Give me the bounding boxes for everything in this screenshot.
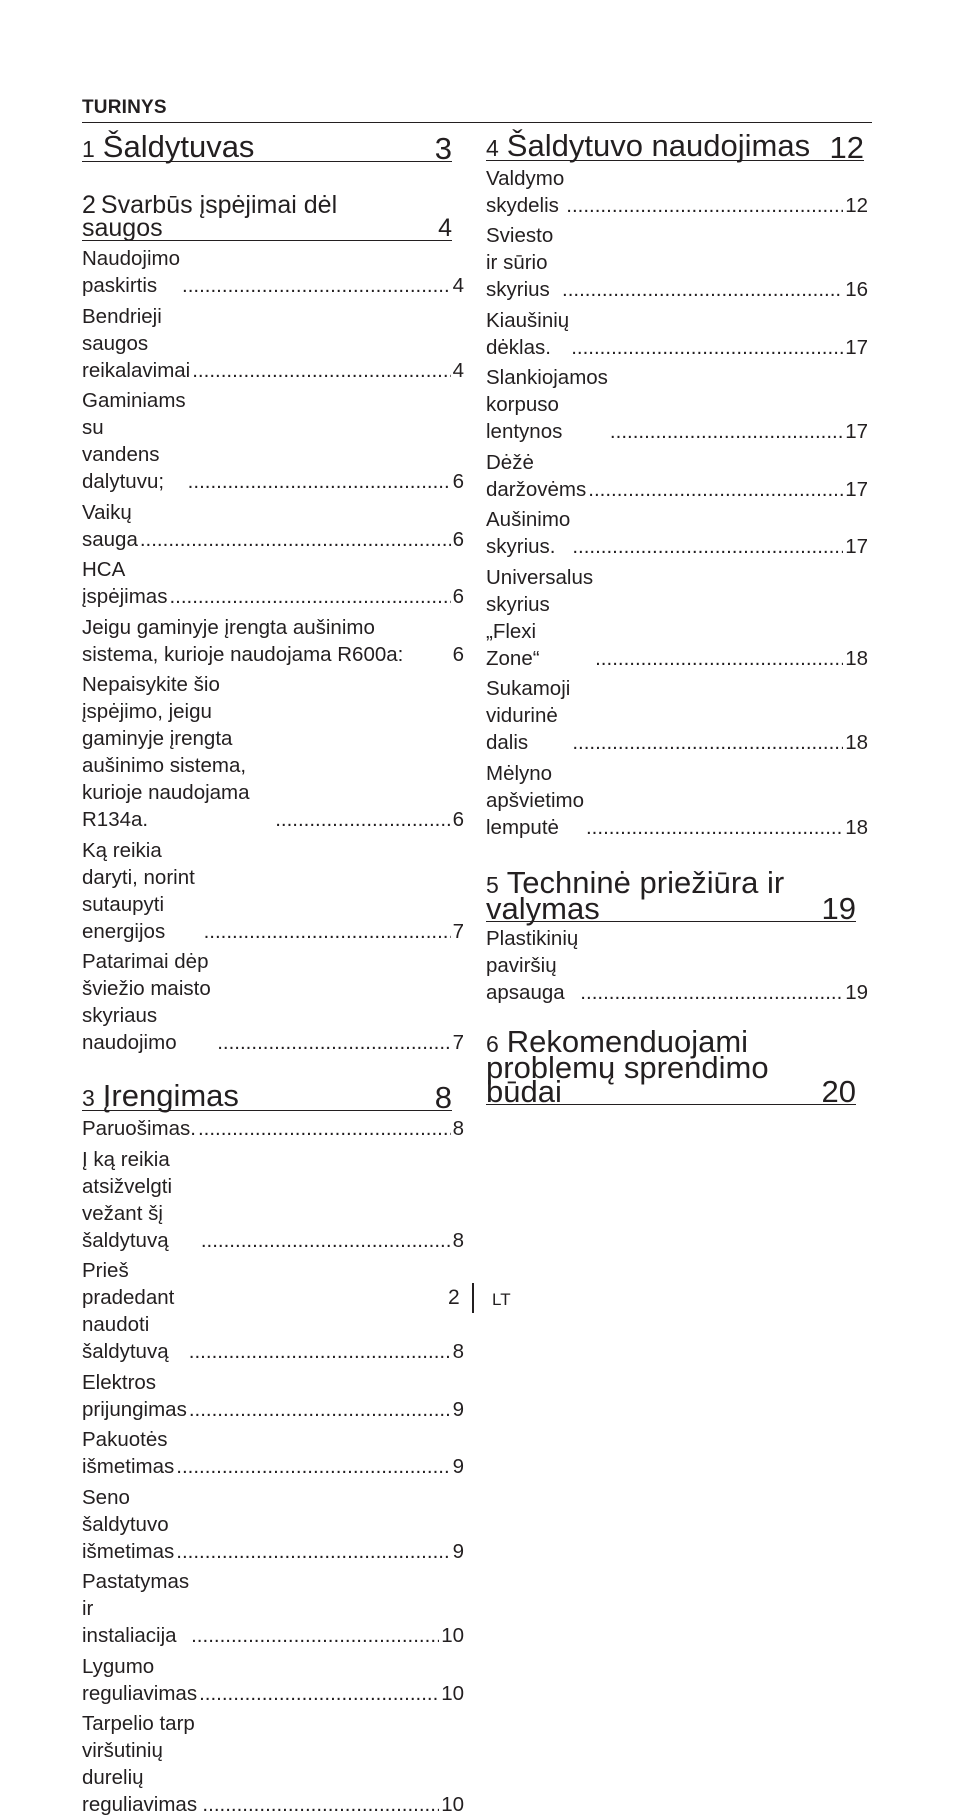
section-number: 1	[82, 136, 95, 162]
leader-dots	[189, 1396, 451, 1423]
section-2-heading[interactable]	[82, 191, 452, 242]
section-title: Techninė priežiūra ir valymas	[486, 864, 785, 926]
entry-text: Plastikinių paviršių apsauga	[486, 927, 579, 1004]
entry-page: 6	[452, 808, 464, 831]
leader-dots	[595, 645, 843, 672]
leader-dots	[588, 476, 843, 503]
section-number: 6	[486, 1031, 499, 1057]
entry-page: 17	[845, 420, 868, 443]
section-page: 4	[438, 214, 452, 242]
entry-text: Pastatymas ir instaliacija	[82, 1570, 190, 1647]
toc-entry[interactable]	[82, 1257, 464, 1365]
section-number: 2	[82, 191, 96, 219]
toc-entry[interactable]	[82, 1568, 464, 1649]
toc-entry[interactable]	[82, 1146, 464, 1254]
toc-entry[interactable]	[486, 222, 868, 303]
section-number: 4	[486, 135, 499, 161]
section-4-entries	[486, 165, 868, 841]
entry-page: 17	[845, 535, 868, 558]
toc-column-right	[486, 124, 868, 1109]
section-title: Įrengimas	[102, 1078, 239, 1113]
leader-dots	[572, 729, 843, 756]
entry-page: 6	[452, 470, 464, 493]
toc-entry[interactable]	[82, 671, 464, 833]
toc-entry[interactable]	[486, 564, 868, 672]
entry-page: 10	[441, 1793, 464, 1816]
footer-divider	[472, 1283, 474, 1313]
toc-entry[interactable]	[82, 1653, 464, 1707]
section-page: 12	[829, 130, 864, 165]
entry-text: Sviesto ir sūrio skyrius	[486, 224, 554, 301]
entry-page: 16	[845, 278, 868, 301]
section-page: 3	[434, 131, 452, 166]
leader-dots	[176, 1453, 450, 1480]
entry-text: Paruošimas.	[82, 1117, 196, 1140]
entry-page: 18	[845, 646, 868, 670]
top-rule	[82, 122, 872, 123]
toc-column-left	[82, 124, 464, 1818]
leader-dots	[275, 806, 450, 833]
toc-entry[interactable]	[82, 556, 464, 610]
language-code: LT	[492, 1290, 511, 1309]
entry-text: Į ką reikia atsižvelgti vežant šį šaldytuvą	[82, 1147, 173, 1252]
toc-entry[interactable]	[82, 1426, 464, 1480]
entry-page: 6	[452, 642, 464, 666]
toc-entry[interactable]	[486, 165, 868, 219]
entry-page: 9	[452, 1455, 464, 1478]
leader-dots	[217, 1029, 450, 1056]
section-3-heading[interactable]	[82, 1078, 452, 1115]
entry-page: 18	[845, 815, 868, 839]
entry-page: 9	[452, 1539, 464, 1563]
section-title: Šaldytuvas	[102, 129, 255, 164]
toc-entry[interactable]	[82, 614, 464, 668]
entry-text: Pakuotės išmetimas	[82, 1428, 175, 1478]
leader-dots	[202, 1791, 439, 1818]
entry-text: Elektros prijungimas	[82, 1370, 187, 1421]
leader-dots	[140, 526, 451, 553]
entry-page: 7	[452, 919, 464, 943]
entry-text: Prieš pradedant naudoti šaldytuvą	[82, 1259, 175, 1363]
section-1-heading[interactable]	[82, 129, 452, 166]
section-number: 5	[486, 871, 499, 898]
entry-page: 9	[452, 1397, 464, 1421]
toc-entry[interactable]	[486, 449, 868, 503]
entry-text: Bendrieji saugos reikalavimai	[82, 304, 191, 382]
toc-entry[interactable]	[82, 1710, 464, 1818]
entry-page: 8	[452, 1340, 464, 1363]
section-title: Rekomenduojami problemų sprendimo būdai	[486, 1024, 769, 1109]
entry-page: 18	[845, 731, 868, 754]
toc-entry[interactable]	[82, 303, 464, 384]
entry-text: Aušinimo skyrius.	[486, 508, 571, 558]
leader-dots	[580, 979, 843, 1006]
entry-text: Seno šaldytuvo išmetimas	[82, 1485, 175, 1563]
section-5-entries	[486, 925, 868, 1006]
leader-dots	[572, 533, 843, 560]
entry-text: Sukamoji vidurinė dalis	[486, 677, 571, 754]
leader-dots	[198, 1115, 451, 1142]
leader-dots	[566, 192, 843, 219]
entry-page: 6	[452, 585, 464, 608]
toc-entry[interactable]	[486, 675, 868, 756]
leader-dots	[182, 272, 451, 299]
entry-text: Slankiojamos korpuso lentynos	[486, 366, 608, 443]
section-page: 8	[434, 1080, 452, 1115]
entry-text: Kiaušinių dėklas.	[486, 308, 570, 359]
toc-entry[interactable]	[486, 364, 868, 445]
toc-entry[interactable]	[82, 1115, 464, 1142]
entry-page: 12	[845, 193, 868, 217]
entry-text: Mėlyno apšvietimo lemputė	[486, 761, 584, 839]
entry-text: Nepaisykite šio įspėjimo, jeigu gaminyje įrengta aušinimo sistema, kurioje naudojama R134a.	[82, 673, 250, 831]
entry-page: 17	[845, 335, 868, 359]
toc-entry[interactable]	[486, 307, 868, 361]
entry-page: 4	[452, 358, 464, 382]
entry-page: 6	[452, 527, 464, 551]
section-6-heading[interactable]	[486, 1024, 856, 1109]
section-4-heading[interactable]	[486, 128, 864, 165]
entry-page: 10	[441, 1624, 464, 1647]
toc-entry[interactable]	[82, 499, 464, 553]
leader-dots	[169, 583, 450, 610]
leader-dots	[189, 1338, 451, 1365]
entry-text: Valdymo skydelis	[486, 166, 565, 217]
toc-entry[interactable]	[82, 1369, 464, 1423]
page-number: 2	[448, 1286, 460, 1309]
leader-dots	[188, 468, 451, 495]
entry-text: Patarimai dėp šviežio maisto skyriaus naudojimo	[82, 950, 211, 1054]
toc-entry[interactable]	[82, 245, 464, 299]
entry-text: Naudojimo paskirtis	[82, 247, 180, 297]
section-title: Svarbūs įspėjimai dėl saugos	[82, 191, 338, 242]
section-title: Šaldytuvo naudojimas	[506, 128, 811, 163]
entry-text: Vaikų sauga	[82, 500, 138, 551]
leader-dots	[562, 276, 843, 303]
toc-entry[interactable]	[486, 925, 868, 1006]
leader-dots	[192, 357, 450, 384]
entry-text: Tarpelio tarp viršutinių durelių reguliavimas	[82, 1712, 198, 1816]
leader-dots	[571, 334, 843, 361]
leader-dots	[610, 418, 843, 445]
section-number: 3	[82, 1085, 95, 1111]
entry-text: Universalus skyrius „Flexi Zone“	[486, 565, 594, 670]
section-page: 20	[821, 1074, 856, 1109]
toc-entry[interactable]	[82, 948, 464, 1056]
entry-text: HCA įspėjimas	[82, 558, 168, 608]
entry-page: 19	[845, 981, 868, 1004]
entry-text: Dėžė daržovėms	[486, 450, 587, 501]
section-2-entries	[82, 245, 464, 1056]
toc-entry[interactable]	[82, 1484, 464, 1565]
toc-entry[interactable]	[486, 506, 868, 560]
section-3-entries	[82, 1115, 464, 1818]
leader-dots	[199, 1680, 439, 1707]
entry-text: Gaminiams su vandens dalytuvu;	[82, 389, 186, 493]
section-page: 19	[821, 890, 856, 926]
entry-page: 7	[452, 1031, 464, 1054]
leader-dots	[176, 1538, 450, 1565]
leader-dots	[201, 1227, 451, 1254]
entry-text: Ką reikia daryti, norint sutaupyti energijos	[82, 838, 195, 943]
entry-page: 4	[452, 274, 464, 297]
section-5-heading[interactable]	[486, 864, 856, 926]
entry-page: 8	[452, 1117, 464, 1140]
toc-entry[interactable]	[486, 760, 868, 841]
entry-page: 10	[441, 1681, 464, 1705]
toc-entry[interactable]	[82, 387, 464, 495]
toc-heading: TURINYS	[82, 97, 167, 118]
leader-dots	[586, 814, 843, 841]
entry-page: 17	[845, 477, 868, 501]
leader-dots	[204, 918, 451, 945]
toc-entry[interactable]	[82, 837, 464, 945]
entry-page: 8	[452, 1228, 464, 1252]
entry-text: Lygumo reguliavimas	[82, 1654, 198, 1705]
leader-dots	[191, 1622, 439, 1649]
entry-text: Jeigu gaminyje įrengta aušinimo sistema, kurioje naudojama R600a:	[82, 615, 404, 666]
